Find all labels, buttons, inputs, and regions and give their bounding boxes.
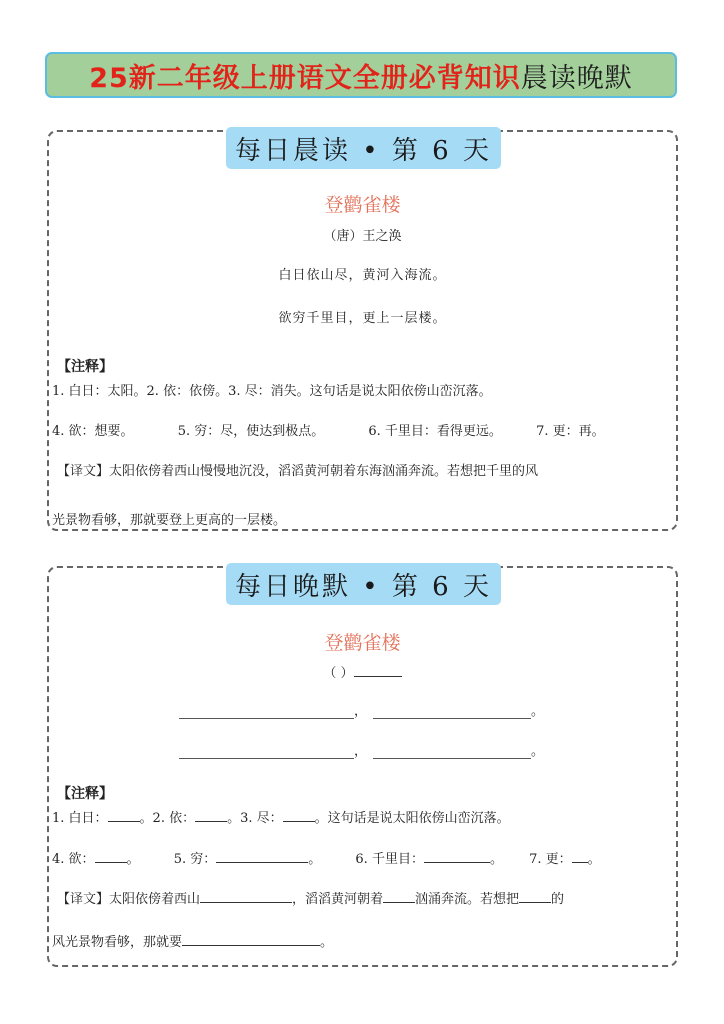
verse-1a-blank[interactable] (179, 717, 354, 719)
period: 。 (126, 852, 140, 867)
notes-line-1 (52, 807, 510, 826)
author-name-blank[interactable] (354, 664, 402, 677)
note-7-blank[interactable] (572, 850, 588, 863)
comma: ， (354, 704, 368, 719)
period: 。 (587, 852, 601, 867)
author-dynasty-blank[interactable]: （ ） (323, 666, 354, 681)
note-6-label: 6. 千里目： (355, 852, 424, 867)
translation-line-2: 光景物看够，那就要登上更高的一层楼。 (52, 513, 287, 528)
period: 。 (489, 852, 503, 867)
author-blank (49, 662, 676, 681)
poem-title: 登鹳雀楼 (324, 632, 401, 654)
translation-blank-1[interactable] (200, 890, 292, 903)
note-6: 6. 千里目：看得更远。 (368, 424, 502, 439)
translation-text: 的 (551, 892, 565, 907)
note-5-blank[interactable] (216, 850, 308, 863)
period: 。 (308, 852, 322, 867)
note-1-blank[interactable] (108, 809, 140, 822)
note-3-blank[interactable] (283, 809, 315, 822)
note-5-label: 5. 穷： (173, 852, 217, 867)
notes-heading: 【注释】 (57, 786, 113, 802)
note-7-label: 7. 更： (529, 852, 572, 867)
note-2-label: 。2. 依： (139, 811, 196, 826)
title-sub: 晨读晚默 (520, 62, 633, 94)
evening-day-banner: 每日晚默 • 第 6 天 (226, 563, 501, 605)
translation-blank-2[interactable] (383, 890, 415, 903)
translation-text: 汹涌奔流。若想把 (415, 892, 520, 907)
verse-1-blanks (179, 700, 544, 719)
translation-text: 【译文】太阳依傍着西山 (57, 892, 201, 907)
verse-2b-blank[interactable] (373, 757, 531, 759)
page-title-banner (45, 52, 677, 98)
translation-blank-4[interactable] (182, 933, 320, 946)
morning-reading-card (47, 130, 678, 531)
note-4-label: 4. 欲： (52, 852, 95, 867)
verse-1: 白日依山尽，黄河入海流。 (278, 268, 447, 283)
period: 。 (531, 744, 545, 759)
note-5: 5. 穷：尽，使达到极点。 (177, 424, 325, 439)
translation-line-1 (57, 888, 564, 907)
verse-2-blanks (179, 740, 544, 759)
verse-2a-blank[interactable] (179, 757, 354, 759)
note-4: 4. 欲：想要。 (52, 424, 134, 439)
morning-day-banner: 每日晨读 • 第 6 天 (226, 127, 501, 169)
translation-line-1: 【译文】太阳依傍着西山慢慢地沉没，滔滔黄河朝着东海汹涌奔流。若想把千里的风 (57, 464, 539, 479)
verse-2: 欲穷千里目，更上一层楼。 (278, 311, 447, 326)
poem-title: 登鹳雀楼 (324, 194, 401, 216)
note-7: 7. 更：再。 (536, 424, 605, 439)
evening-dictation-card (47, 566, 678, 967)
notes-line-2 (52, 848, 601, 867)
translation-text: 风光景物看够，那就要 (52, 935, 183, 950)
note-1-label: 1. 白日： (52, 811, 108, 826)
translation-blank-3[interactable] (519, 890, 551, 903)
notes-heading: 【注释】 (57, 359, 113, 375)
note-2-blank[interactable] (195, 809, 227, 822)
note-6-blank[interactable] (424, 850, 490, 863)
notes-line-1: 1. 白日：太阳。2. 依：依傍。3. 尽：消失。这句话是说太阳依傍山峦沉落。 (52, 384, 492, 399)
note-3-tail: 。这句话是说太阳依傍山峦沉落。 (314, 811, 510, 826)
note-4-blank[interactable] (95, 850, 127, 863)
translation-text: ，滔滔黄河朝着 (292, 892, 384, 907)
comma: ， (354, 744, 368, 759)
period: 。 (320, 935, 334, 950)
title-main: 25新二年级上册语文全册必背知识 (89, 62, 521, 94)
verse-1b-blank[interactable] (373, 717, 531, 719)
period: 。 (531, 704, 545, 719)
translation-line-2 (52, 931, 333, 950)
notes-line-2 (52, 420, 605, 439)
poem-author: （唐）王之涣 (323, 229, 402, 244)
note-3-label: 。3. 尽： (227, 811, 283, 826)
